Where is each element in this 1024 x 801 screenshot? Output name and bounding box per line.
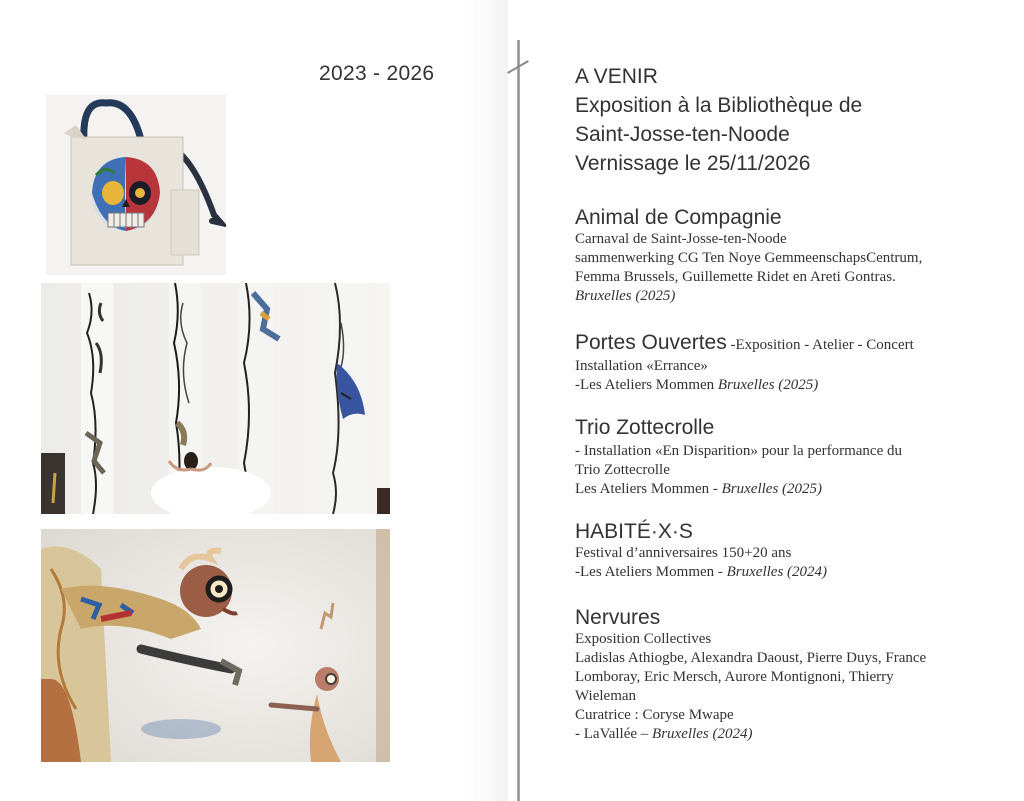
entry-place: Bruxelles (2025) bbox=[717, 377, 819, 393]
entry-title: Trio Zottecrolle bbox=[575, 416, 715, 439]
entry-venue: Les Ateliers Mommen - bbox=[575, 481, 722, 497]
upcoming-line: Saint-Josse-ten-Noode bbox=[575, 123, 790, 146]
upcoming-block bbox=[575, 62, 862, 178]
entry-line bbox=[575, 376, 995, 395]
entry-place: Bruxelles (2025) bbox=[575, 288, 676, 304]
entry-trio-zottecrolle bbox=[575, 416, 995, 499]
year-range: 2023 - 2026 bbox=[319, 62, 435, 85]
entry-title bbox=[575, 331, 995, 357]
entry-subtitle: -Exposition - Atelier - Concert bbox=[726, 337, 914, 353]
entry-line: Festival d’anniversaires 150+20 ans bbox=[575, 545, 792, 561]
entry-venue: - LaVallée – bbox=[575, 726, 653, 742]
entry-line: Femma Brussels, Guillemette Ridet en Areti Gontras. bbox=[575, 269, 896, 285]
upcoming-line: Exposition à la Bibliothèque de bbox=[575, 94, 863, 117]
entry-place: Bruxelles (2024) bbox=[652, 726, 753, 742]
paper-puppets-photo bbox=[41, 529, 390, 762]
entry-animal-de-compagnie bbox=[575, 206, 995, 306]
entry-line bbox=[575, 480, 995, 499]
entry-title: Nervures bbox=[575, 606, 661, 629]
entry-line bbox=[575, 563, 995, 582]
entry-line: Ladislas Athiogbe, Alexandra Daoust, Pierre Duys, France bbox=[575, 650, 927, 666]
entry-title: HABITÉ·X·S bbox=[575, 520, 693, 543]
entry-portes-ouvertes bbox=[575, 331, 995, 395]
entry-venue: -Les Ateliers Mommen bbox=[575, 377, 718, 393]
entry-curator: Curatrice : Coryse Mwape bbox=[575, 707, 734, 723]
entry-line: Trio Zottecrolle bbox=[575, 462, 670, 478]
entry-title-text: Portes Ouvertes bbox=[575, 331, 727, 354]
entry-line: Wieleman bbox=[575, 688, 637, 704]
hanging-scrolls-performance-photo bbox=[41, 283, 390, 514]
entry-place: Bruxelles (2025) bbox=[721, 481, 823, 497]
entry-nervures bbox=[575, 606, 995, 744]
entry-line: Installation «Errance» bbox=[575, 358, 708, 374]
entry-line: Exposition Collectives bbox=[575, 631, 712, 647]
entry-place: Bruxelles (2024) bbox=[726, 564, 828, 580]
entry-line: - Installation «En Disparition» pour la performance du bbox=[575, 443, 902, 459]
upcoming-date: Vernissage le 25/11/2026 bbox=[575, 152, 811, 175]
entry-venue: -Les Ateliers Mommen - bbox=[575, 564, 727, 580]
entry-line: Carnaval de Saint-Josse-ten-Noode bbox=[575, 231, 787, 247]
skull-bag-artwork-photo bbox=[46, 95, 226, 275]
entry-habitexs bbox=[575, 520, 995, 582]
upcoming-heading: A VENIR bbox=[575, 65, 658, 88]
book-spine bbox=[517, 40, 520, 801]
entry-line: Lomboray, Eric Mersch, Aurore Montignoni, Thierry bbox=[575, 669, 894, 685]
entry-line bbox=[575, 725, 995, 744]
entry-title: Animal de Compagnie bbox=[575, 206, 782, 229]
entry-line: sammenwerking CG Ten Noye GemmeenschapsCentrum, bbox=[575, 250, 923, 266]
